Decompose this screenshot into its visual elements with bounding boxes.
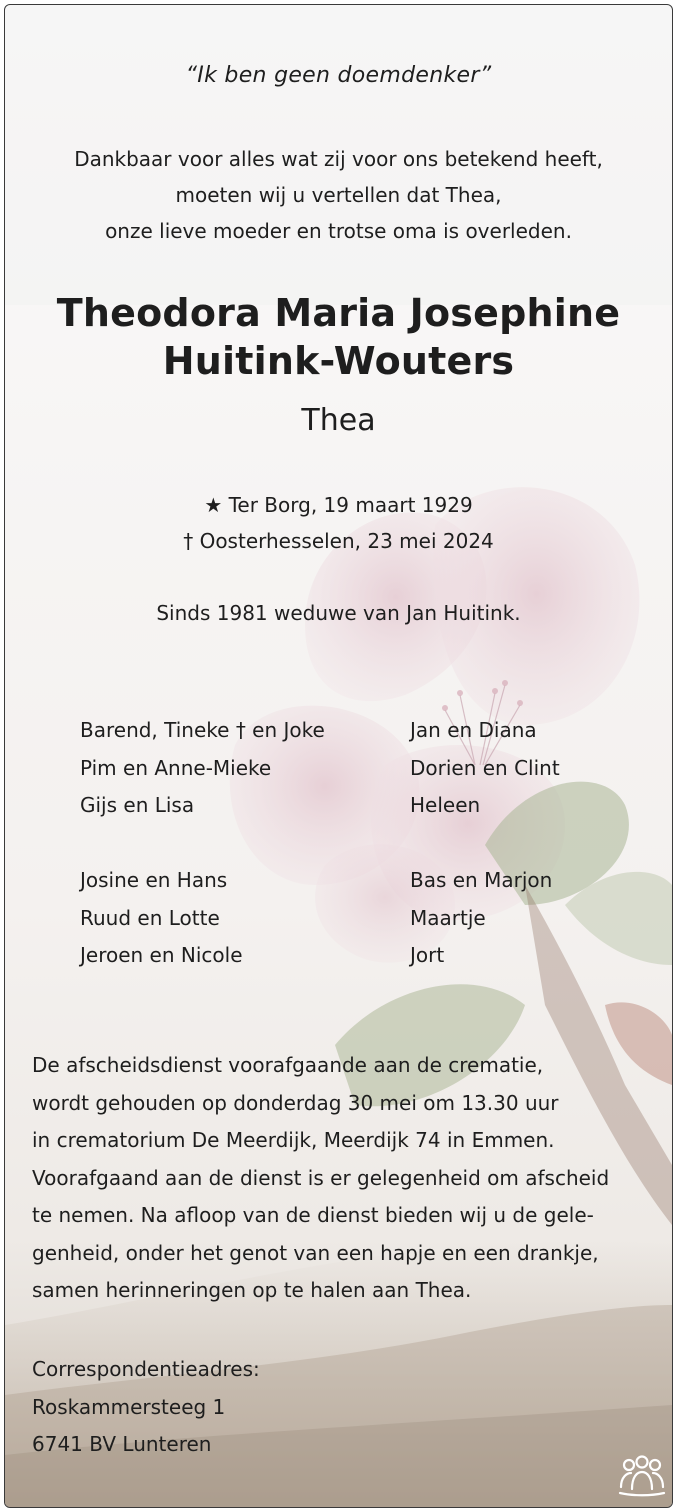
intro-text [5,141,672,249]
birth-date: ★ Ter Borg, 19 maart 1929 [204,493,473,517]
family-member: Ruud en Lotte [80,905,220,930]
family-group-2-right [410,862,552,975]
deceased-full-name [5,289,672,385]
death-date: † Oosterhesselen, 23 mei 2024 [183,529,494,553]
life-dates [5,487,672,559]
family-member: Maartje [410,905,486,930]
obituary-content [5,5,672,1507]
service-information [32,1047,657,1310]
address-street: Roskammersteeg 1 [32,1394,226,1419]
correspondence-address [32,1351,260,1464]
family-member: Pim en Anne-Mieke [80,755,272,780]
service-line: samen herinneringen op te halen aan Thea. [32,1278,472,1302]
service-line: wordt gehouden op donderdag 30 mei om 13.30 uur [32,1090,559,1115]
name-line-2: Huitink-Wouters [162,339,515,383]
family-member: Jeroen en Nicole [80,943,243,967]
family-group-2-left [80,862,243,975]
obituary-card [4,4,673,1508]
family-member: Heleen [410,793,481,817]
intro-line: Dankbaar voor alles wat zij voor ons betekend heeft, [74,147,603,171]
family-group-1-right [410,712,560,825]
family-member: Josine en Hans [80,868,228,892]
family-member: Jan en Diana [410,718,537,742]
people-group-logo-icon [617,1453,667,1497]
name-line-1: Theodora Maria Josephine [56,291,621,335]
address-postal-city: 6741 BV Lunteren [32,1432,212,1456]
address-label: Correspondentieadres: [32,1357,260,1381]
service-line: te nemen. Na afloop van de dienst bieden wij u de gele- [32,1203,594,1227]
intro-line: onze lieve moeder en trotse oma is overleden. [105,219,572,243]
family-member: Barend, Tineke † en Joke [80,718,325,742]
call-name: Thea [301,403,376,438]
motto-quote: “Ik ben geen doemdenker” [185,63,492,88]
service-line: in crematorium De Meerdijk, Meerdijk 74 in Emmen. [32,1128,555,1152]
service-line: genheid, onder het genot van een hapje en een drankje, [32,1240,599,1265]
family-member: Dorien en Clint [410,755,560,780]
family-group-1-left [80,712,325,825]
family-member: Jort [410,943,445,967]
family-member: Gijs en Lisa [80,793,195,817]
service-line: De afscheidsdienst voorafgaande aan de crematie, [32,1053,544,1077]
service-line: Voorafgaand aan de dienst is er gelegenheid om afscheid [32,1165,610,1190]
intro-line: moeten wij u vertellen dat Thea, [175,183,502,207]
family-member: Bas en Marjon [410,868,553,892]
widow-text: Sinds 1981 weduwe van Jan Huitink. [156,601,521,625]
